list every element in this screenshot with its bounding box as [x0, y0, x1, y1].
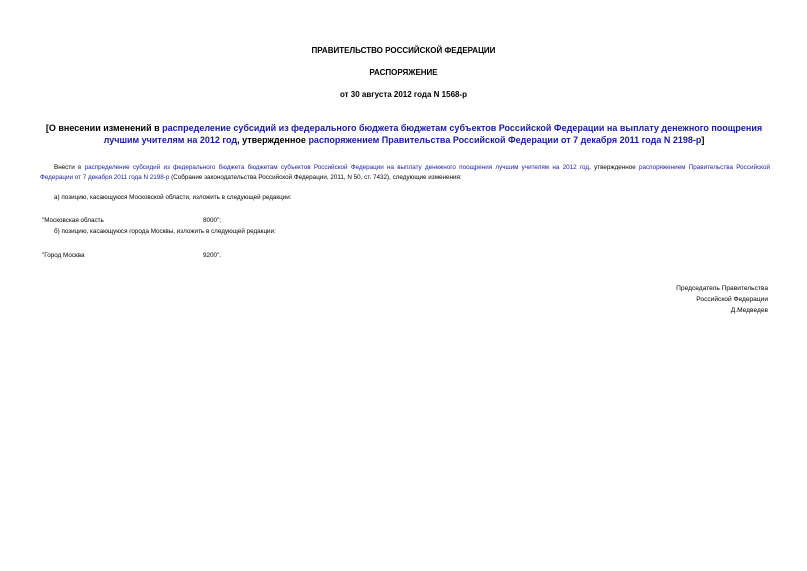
paragraph-link-distribution[interactable]: в распределение субсидий из федерального бюджета бюджетам субъектов Российской Федерации на выплату денежного поощрения лучшим учителям на 2012 год	[77, 164, 590, 171]
moscow-region-value: 8000";	[203, 217, 221, 224]
document-date-number: от 30 августа 2012 года N 1568-р	[339, 90, 468, 99]
paragraph-prefix: Внести	[54, 164, 78, 171]
title-middle: , утвержденное	[237, 135, 309, 145]
moscow-city-value: 9200".	[203, 252, 221, 259]
paragraph-link-decree[interactable]: распоряжением Правительства Российской Федерации от 7 декабря 2011 года N 2198-р	[40, 164, 770, 181]
signature-position: Председатель Правительства	[676, 285, 768, 292]
body-paragraph	[40, 163, 770, 183]
moscow-city-name: "Город Москва	[42, 252, 85, 259]
document-type-heading: РАСПОРЯЖЕНИЕ	[369, 68, 438, 77]
signature-organization: Российской Федерации	[696, 296, 768, 303]
title-link-distribution[interactable]: распределение субсидий из федерального бюджета бюджетам субъектов Российской Федерации на выплату денежного поощрения лучшим учителям на 2012 год	[103, 123, 763, 145]
paragraph-middle: , утвержденное	[589, 164, 640, 171]
title-suffix: ]	[701, 135, 705, 145]
moscow-region-name: "Московская область	[42, 217, 104, 224]
item-a-text: а) позицию, касающуюся Московской области, изложить в следующей редакции:	[54, 194, 292, 201]
title-link-decree[interactable]: распоряжением Правительства Российской Федерации от 7 декабря 2011 года N 2198-р	[308, 135, 702, 145]
title-prefix: [О внесении изменений в	[45, 123, 163, 133]
organization-heading: ПРАВИТЕЛЬСТВО РОССИЙСКОЙ ФЕДЕРАЦИИ	[311, 46, 496, 55]
document-title	[45, 122, 763, 146]
signature-name: Д.Медведев	[730, 307, 768, 314]
item-b-text: б) позицию, касающуюся города Москвы, изложить в следующей редакции:	[54, 228, 276, 235]
paragraph-suffix: (Собрание законодательства Российской Федерации, 2011, N 50, ст. 7432), следующие изменения:	[169, 174, 462, 181]
